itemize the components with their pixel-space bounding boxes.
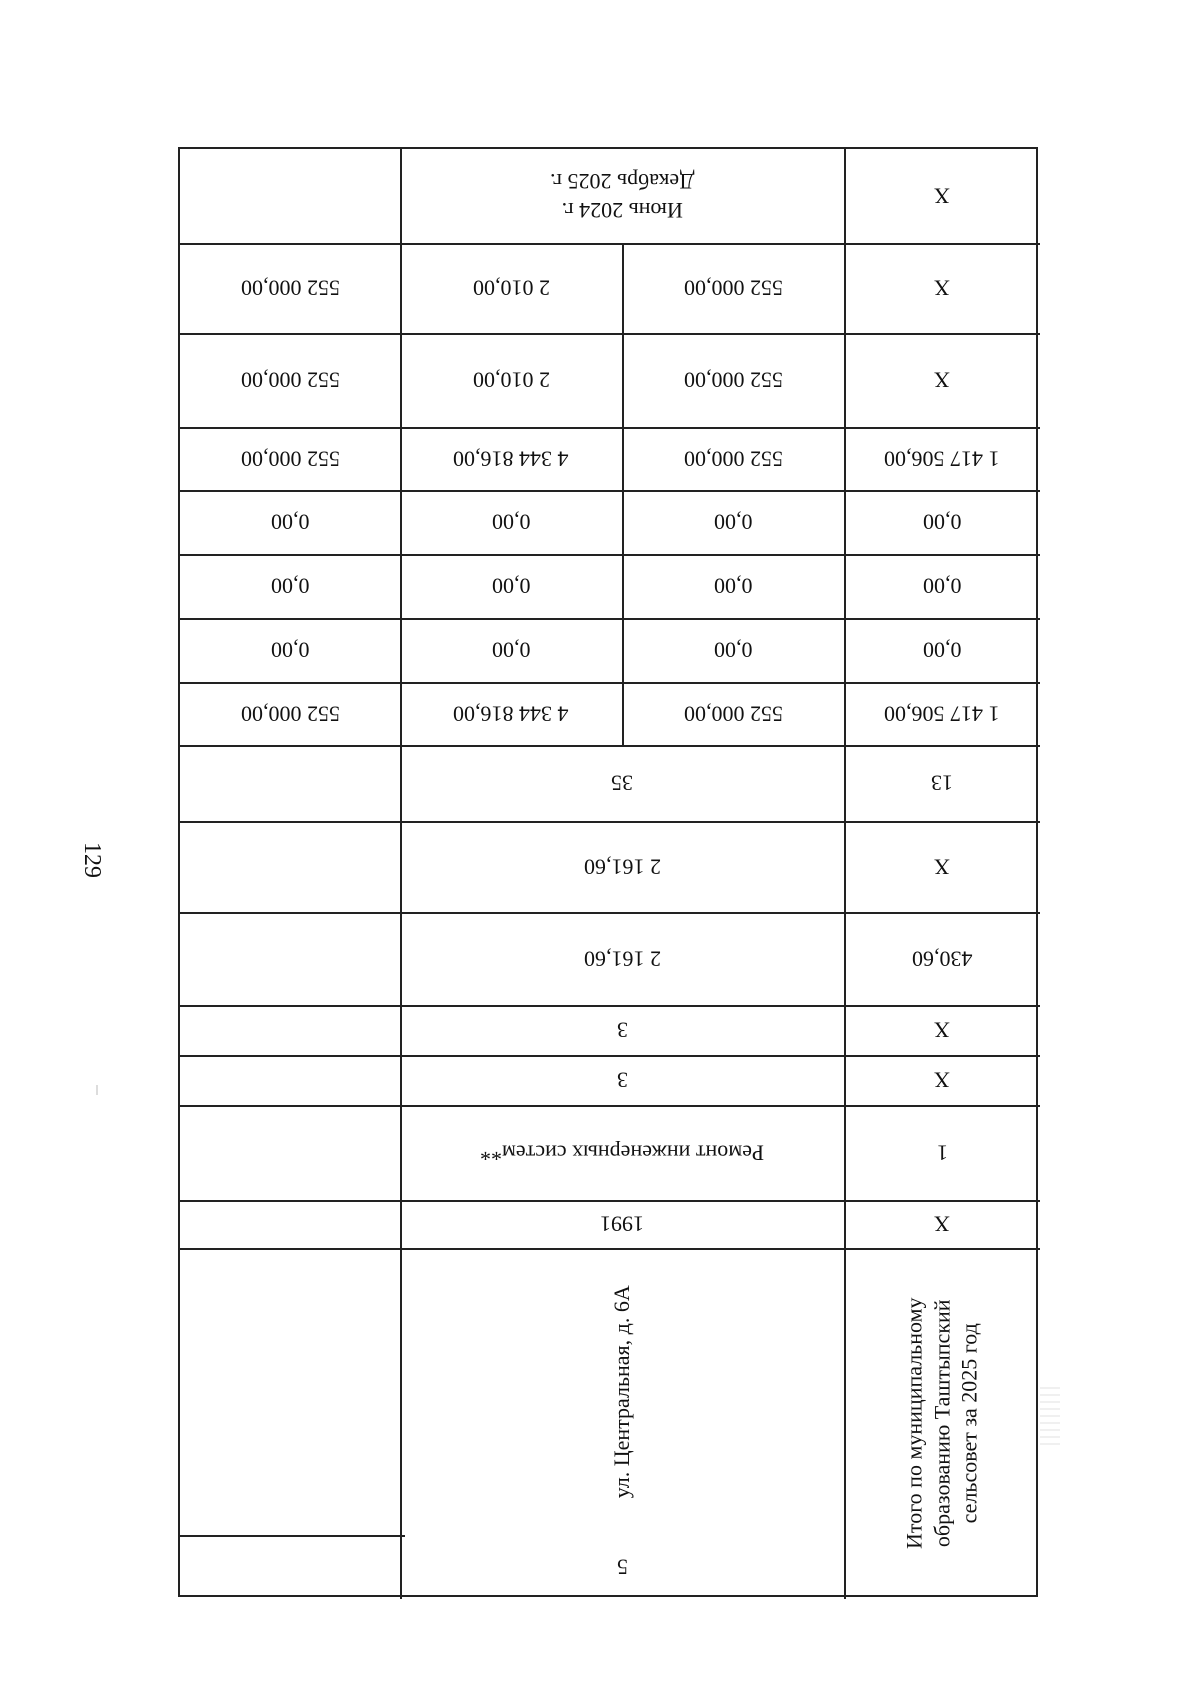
cell-value: 13 — [931, 770, 953, 796]
table-cell — [622, 618, 844, 682]
table-cell — [180, 490, 400, 554]
table-cell — [844, 618, 1040, 682]
cell-value: X — [934, 367, 950, 393]
cell-value: 0,00 — [713, 509, 753, 535]
scan-artifact — [96, 1085, 98, 1095]
table-cell — [180, 554, 400, 618]
cell-value: 552 000,00 — [683, 367, 783, 393]
period-cell — [400, 149, 844, 243]
table-cell — [622, 490, 844, 554]
cell-value: 0,00 — [491, 509, 531, 535]
table-cell — [400, 1105, 844, 1200]
cell-value: 1 — [936, 1140, 948, 1166]
cell-value: 2 010,00 — [472, 275, 550, 301]
table-cell — [844, 821, 1040, 912]
row-number-cell — [400, 1535, 844, 1599]
cell-value: 0,00 — [491, 573, 531, 599]
period-end: Декабрь 2025 г. — [549, 170, 695, 195]
table-cell — [844, 1200, 1040, 1248]
table-cell — [180, 243, 400, 333]
table-cell — [844, 912, 1040, 1005]
total-label-line: образованию Таштыпский — [929, 1299, 955, 1548]
cell-value: 552 000,00 — [683, 446, 783, 472]
cell-value: 552 000,00 — [240, 275, 340, 301]
table-cell — [622, 333, 844, 427]
table-cell — [180, 682, 400, 745]
cell-value: 0,00 — [922, 573, 962, 599]
cell-value: 1 417 506,00 — [884, 701, 1000, 727]
table-cell — [622, 554, 844, 618]
scan-artifact — [1040, 1385, 1060, 1445]
table-cell — [400, 1200, 844, 1248]
total-label-cell — [844, 1248, 1040, 1599]
row-divider — [180, 1535, 405, 1537]
table-cell — [400, 682, 622, 745]
table-cell — [400, 618, 622, 682]
cell-value: 2 010,00 — [472, 367, 550, 393]
cell-value: 552 000,00 — [683, 275, 783, 301]
cell-value: 0,00 — [270, 637, 310, 663]
cell-value: 4 344 816,00 — [453, 446, 569, 472]
table-cell — [180, 618, 400, 682]
living-area: 2 161,60 — [583, 946, 661, 972]
cell-value: 0,00 — [922, 509, 962, 535]
page-number: 129 — [79, 842, 106, 878]
entrances-count: 3 — [616, 1067, 628, 1093]
table-cell — [844, 1105, 1040, 1200]
table-cell — [844, 427, 1040, 490]
cell-value: X — [934, 854, 950, 880]
cell-value: X — [934, 1211, 950, 1237]
table-cell — [844, 745, 1040, 821]
cell-value: 4 344 816,00 — [453, 701, 569, 727]
cell-value: 0,00 — [713, 573, 753, 599]
table-cell — [400, 821, 844, 912]
cell-value: 552 000,00 — [240, 446, 340, 472]
table-cell — [400, 1005, 844, 1055]
table-cell — [400, 745, 844, 821]
cell-value: 1 417 506,00 — [884, 446, 1000, 472]
table-cell — [622, 243, 844, 333]
table-cell — [622, 682, 844, 745]
table-cell — [180, 427, 400, 490]
table-cell — [180, 333, 400, 427]
table-cell — [844, 243, 1040, 333]
address-cell — [400, 1248, 844, 1535]
table-cell — [400, 333, 622, 427]
table-cell — [844, 682, 1040, 745]
table-cell — [400, 490, 622, 554]
floors-count: 3 — [616, 1017, 628, 1043]
cell-value: 0,00 — [270, 509, 310, 535]
address: ул. Центральная, д. 6А — [609, 1284, 635, 1499]
table-cell — [622, 427, 844, 490]
table-cell — [400, 554, 622, 618]
cell-value: 0,00 — [270, 573, 310, 599]
period-mark: X — [934, 183, 950, 209]
table-cell — [400, 1055, 844, 1105]
cell-value: X — [934, 275, 950, 301]
table-cell — [400, 912, 844, 1005]
cell-value: 0,00 — [922, 637, 962, 663]
period-mark-cell — [844, 149, 1040, 243]
cell-value: 430,60 — [911, 946, 973, 972]
cell-value: 0,00 — [491, 637, 531, 663]
table-cell — [844, 1055, 1040, 1105]
apartments-count: 35 — [611, 770, 633, 796]
total-label-line: Итого по муниципальному — [901, 1297, 927, 1550]
cell-value: 552 000,00 — [683, 701, 783, 727]
total-label-line: сельсовет за 2025 год — [956, 1323, 982, 1524]
total-area: 2 161,60 — [583, 854, 661, 880]
build-year: 1991 — [600, 1211, 644, 1237]
work-type: Ремонт инженерных систем** — [480, 1140, 764, 1166]
cell-value: 552 000,00 — [240, 701, 340, 727]
table-cell — [844, 333, 1040, 427]
cell-value: 552 000,00 — [240, 367, 340, 393]
budget-table — [178, 147, 1038, 1597]
period-start: Июнь 2024 г. — [561, 198, 683, 224]
table-cell — [400, 427, 622, 490]
cell-value: X — [934, 1067, 950, 1093]
table-cell — [400, 243, 622, 333]
cell-value: X — [934, 1017, 950, 1043]
table-cell — [844, 490, 1040, 554]
row-number: 5 — [616, 1554, 628, 1580]
cell-value: 0,00 — [713, 637, 753, 663]
table-cell — [844, 554, 1040, 618]
table-cell — [844, 1005, 1040, 1055]
